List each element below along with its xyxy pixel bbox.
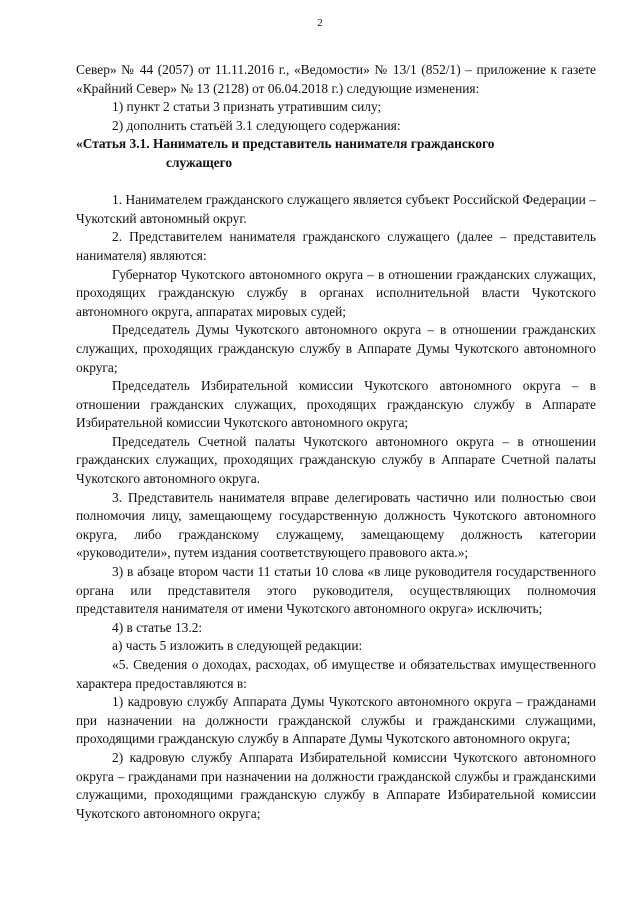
paragraph: 3. Представитель нанимателя вправе делегировать частично или полностью свои полномочия лицу, замещающему государственную должность Чукотского автономного округа, либо гражданскому служащему, замещающему должность категории «руководители», путем издания соответствующего правового акта.»; <box>76 489 596 561</box>
article-title <box>76 135 596 172</box>
paragraph: Север» № 44 (2057) от 11.11.2016 г., «Ведомости» № 13/1 (852/1) – приложение к газете «Крайний Север» № 13 (2128) от 06.04.2018 г.) следующие изменения: <box>76 62 596 96</box>
paragraph: 2. Представителем нанимателя гражданского служащего (далее – представитель нанимателя) являются: <box>76 229 596 263</box>
paragraph: 3) в абзаце втором части 11 статьи 10 слова «в лице руководителя государственного органа или представителя этого руководителя, осуществляющих полномочия представителя нанимателя от имени Чукотского автономного округа» исключить; <box>76 564 596 617</box>
article-title-line2: служащего <box>166 154 233 170</box>
paragraph: Председатель Избирательной комиссии Чукотского автономного округа – в отношении гражданских служащих, проходящих гражданскую службу в Аппарате Избирательной комиссии Чукотского автономного округа; <box>76 378 596 431</box>
page-number: 2 <box>317 17 323 29</box>
document-body <box>76 61 596 823</box>
paragraph: а) часть 5 изложить в следующей редакции: <box>112 638 363 654</box>
paragraph: Председатель Счетной палаты Чукотского автономного округа – в отношении гражданских служащих, проходящих гражданскую службу в Аппарате Счетной палаты Чукотского автономного округа. <box>76 433 596 487</box>
paragraph: Председатель Думы Чукотского автономного округа – в отношении гражданских служащих, проходящих гражданскую службу в Аппарате Думы Чукотского автономного округа; <box>76 322 596 375</box>
paragraph: 4) в статье 13.2: <box>112 619 203 635</box>
article-title-line1: «Статья 3.1. Наниматель и представитель нанимателя гражданского <box>76 136 495 152</box>
paragraph: Губернатор Чукотского автономного округа – в отношении гражданских служащих, проходящих гражданскую службу в органах исполнительной власти Чукотского автономного округа, аппаратах мировых судей; <box>76 266 596 319</box>
spacer <box>76 173 596 192</box>
paragraph: «5. Сведения о доходах, расходах, об имуществе и обязательствах имущественного характера предоставляются в: <box>76 657 596 691</box>
paragraph: 2) кадровую службу Аппарата Избирательной комиссии Чукотского автономного округа – гражданами при назначении на должности гражданской службы и гражданскими служащими, проходящими гражданскую службу в Аппарате Избирательной комиссии Чукотского автономного округа; <box>76 749 596 821</box>
paragraph: 1. Нанимателем гражданского служащего является субъект Российской Федерации – Чукотский автономный округ. <box>76 192 596 226</box>
list-item: 2) дополнить статьёй 3.1 следующего содержания: <box>112 117 401 133</box>
list-item: 1) пункт 2 статьи 3 признать утратившим силу; <box>112 99 382 115</box>
paragraph: 1) кадровую службу Аппарата Думы Чукотского автономного округа – гражданами при назначении на должности гражданской службы и гражданскими служащими, проходящими гражданскую службу в Аппарате Думы Чукотского автономного округа; <box>76 694 596 747</box>
